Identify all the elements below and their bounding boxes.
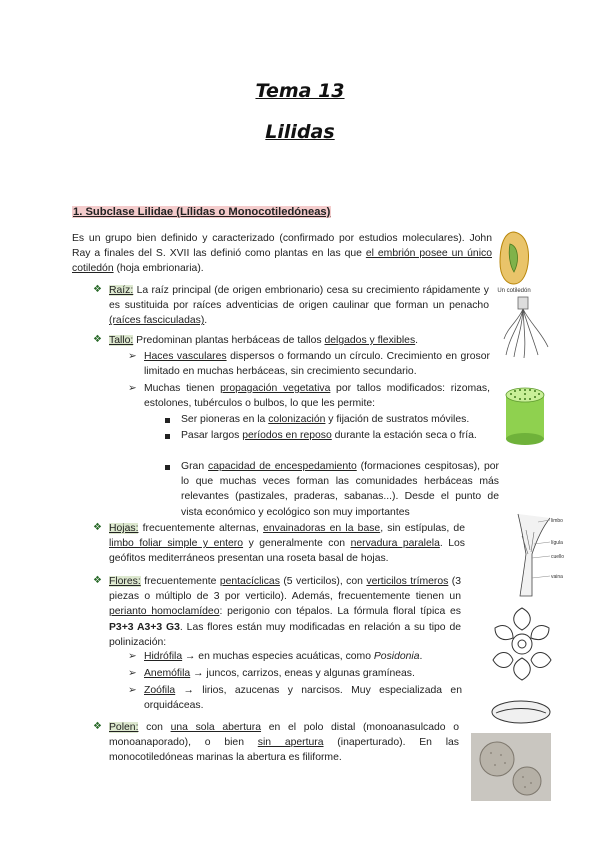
square-bullet-icon <box>165 465 170 470</box>
tallo-propagacion: Muchas tienen propagación vegetativa por tallos modificados: rizomas, estolones, tubérculos o bulbos, lo que les permite: <box>144 383 491 410</box>
flores-zoofila: Zoófila → lirios, azucenas y narcisos. Muy especializada en orquidáceas. <box>144 685 462 712</box>
flores-paragraph: Flores: frecuentemente pentacíclicas (5 verticilos), con verticilos trímeros (3 piezas o múltiplo de 3 por verticilo). Además, frecuentemente tienen un perianto homoclamídeo: perigonio con tépalos. La fórmula floral típica es P3+3 A3+3 G3. Las flores están muy modificadas en relación a su tipo de polinización: <box>109 576 461 648</box>
flores-anemofila: Anemófila → juncos, carrizos, eneas y algunas gramíneas. <box>144 668 415 679</box>
cotiledon-label: Un cotiledón <box>497 288 531 294</box>
pollen-micrograph-illustration <box>471 733 551 801</box>
hojas-paragraph: Hojas: frecuentemente alternas, envainadoras en la base, sin estípulas, de limbo foliar simple y entero y generalmente con nervadura paralela. Los geófitos mediterráneos presentan una roseta basal de hojas. <box>109 523 465 565</box>
tallo-reposo: Pasar largos períodos en reposo durante la estación seca o fría. <box>181 430 477 441</box>
leaf-label: vaina <box>551 574 563 580</box>
tallo-encespedamiento: Gran capacidad de encespedamiento (formaciones cespitosas), por lo que muchas veces forman las comunidades herbáceas más relevantes (pastizales, praderas, sabanas...). Desde el punto de vista económico y ecológico son muy importantes <box>181 461 499 518</box>
tallo-colonizacion: Ser pioneras en la colonización y fijación de sustratos móviles. <box>181 414 470 425</box>
diamond-bullet-icon: ❖ <box>93 334 102 345</box>
leaf-label: cuello <box>551 554 565 560</box>
arrow-bullet-icon: ➢ <box>128 383 137 394</box>
seed-cotyledon-illustration <box>496 230 532 298</box>
diamond-bullet-icon: ❖ <box>93 284 102 295</box>
diamond-bullet-icon: ❖ <box>93 575 102 586</box>
leaf-label: lígula <box>551 540 563 546</box>
arrow-bullet-icon: ➢ <box>128 685 137 696</box>
fibrous-roots-illustration <box>502 295 552 360</box>
leaf-label: limbo <box>551 518 563 524</box>
polen-paragraph: Polen: con una sola abertura en el polo distal (monoanasulcado o monoanaporado), o bien sin apertura (inaperturado). En las monocotiledóneas marinas la abertura es filiforme. <box>109 722 460 764</box>
square-bullet-icon <box>165 434 170 439</box>
tallo-paragraph: Tallo: Predominan plantas herbáceas de tallos delgados y flexibles. <box>109 335 419 346</box>
square-bullet-icon <box>165 418 170 423</box>
arrow-bullet-icon: ➢ <box>128 668 137 679</box>
pollen-grain-illustration <box>490 697 552 727</box>
diamond-bullet-icon: ❖ <box>93 721 102 732</box>
page-title: Tema 13 <box>255 80 345 102</box>
arrow-bullet-icon: ➢ <box>128 351 137 362</box>
tallo-haces: Haces vasculares dispersos o formando un círculo. Crecimiento en grosor limitado en muchas herbáceas, sin crecimiento secundario. <box>144 351 490 378</box>
raiz-paragraph: Raíz: La raíz principal (de origen embrionario) cesa su crecimiento rápidamente y es sustituida por raíces adventicias de origen caulinar que forman un penacho (raíces fasciculadas). <box>109 285 489 327</box>
page-subtitle: Lilidas <box>265 121 335 143</box>
floral-diagram-illustration <box>487 604 557 684</box>
leaf-base-illustration <box>478 510 574 600</box>
stem-section-illustration <box>503 385 547 445</box>
flores-hidrofila: Hidrófila → en muchas especies acuáticas, como Posidonia. <box>144 651 423 662</box>
intro-paragraph: Es un grupo bien definido y caracterizado (confirmado por estudios moleculares). John Ray a finales del S. XVII las definió como plantas en las que el embrión posee un único cotiledón (hoja embrionaria). <box>72 233 492 275</box>
diamond-bullet-icon: ❖ <box>93 522 102 533</box>
section-heading: 1. Subclase Lilidae (Lílidas o Monocotiledóneas) <box>73 206 331 218</box>
arrow-bullet-icon: ➢ <box>128 651 137 662</box>
